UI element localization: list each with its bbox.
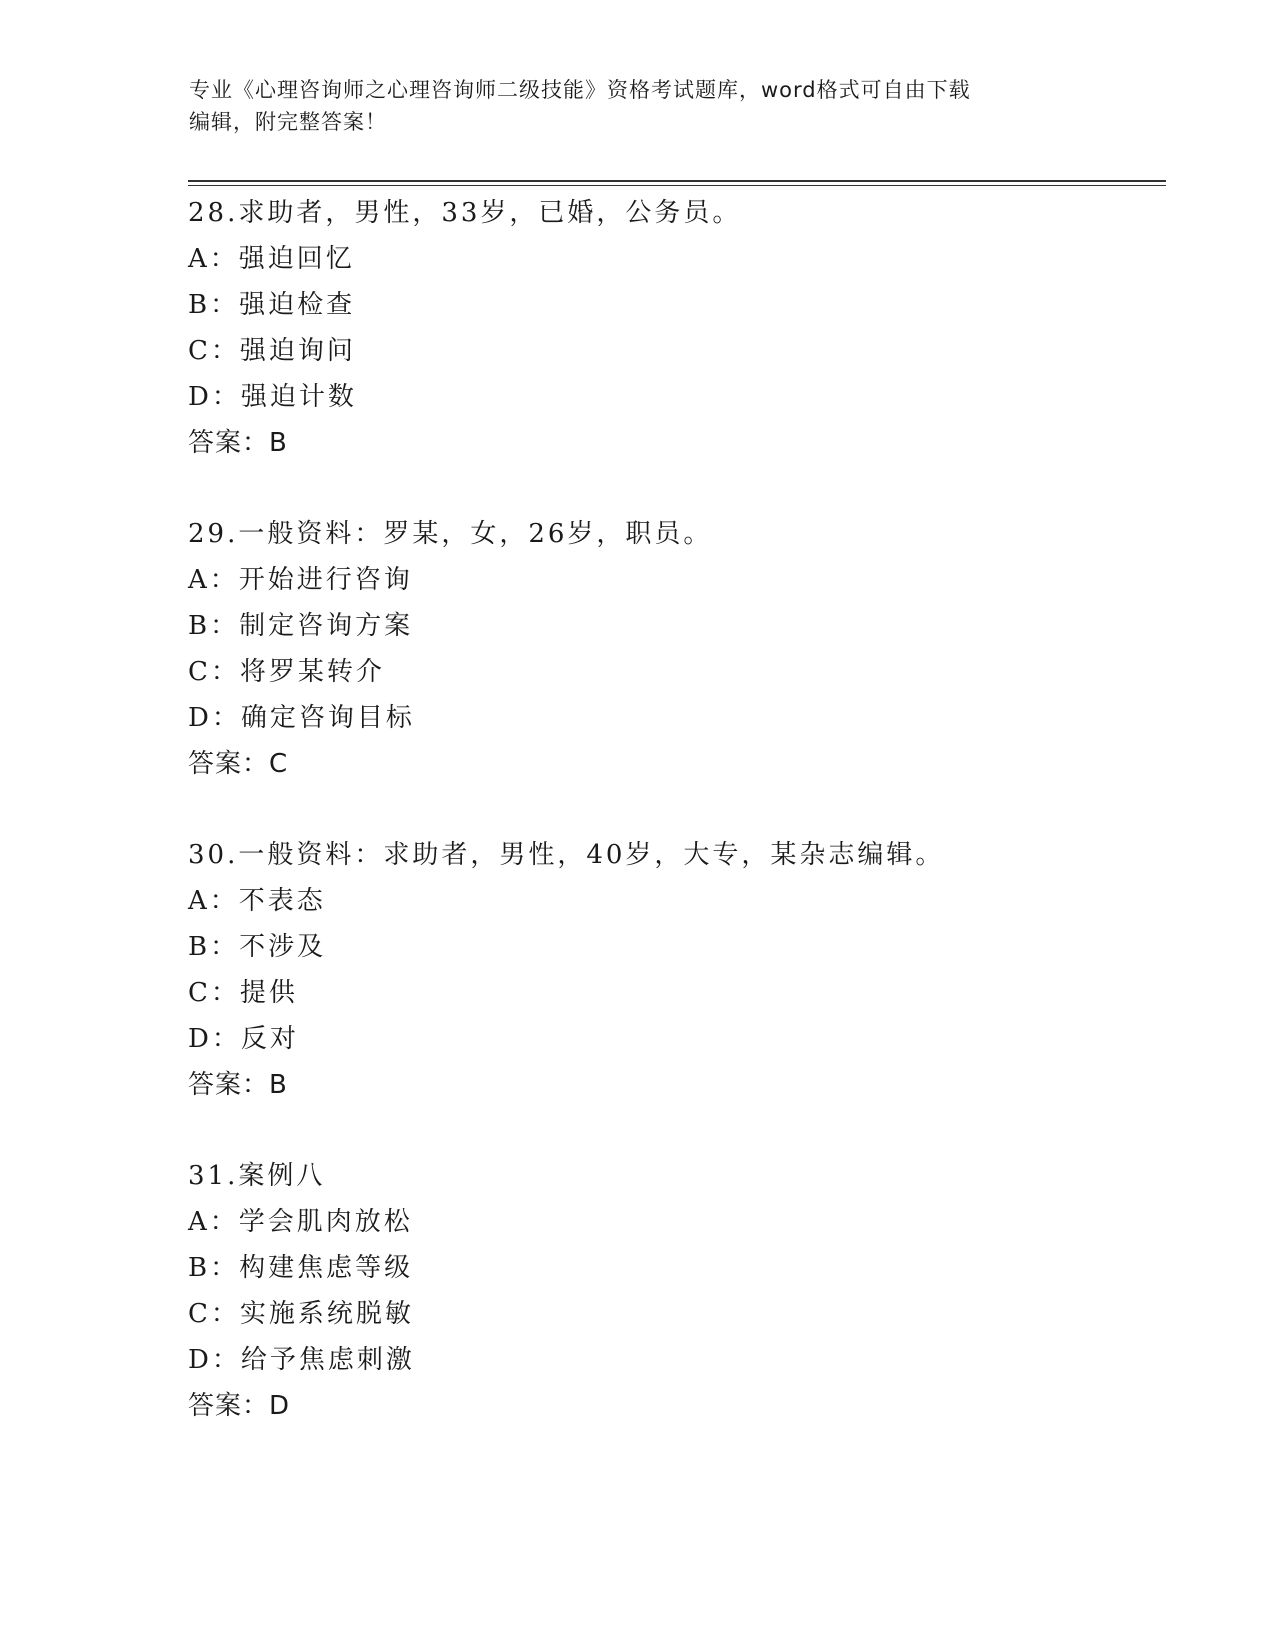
answer-label: 答案：B xyxy=(188,1070,288,1100)
header-divider-thin xyxy=(188,185,1166,186)
option-a: A：不表态 xyxy=(188,886,326,916)
option-d: D：反对 xyxy=(188,1024,299,1054)
question-stem: 31.案例八 xyxy=(188,1161,326,1191)
option-b: B：构建焦虑等级 xyxy=(188,1253,414,1283)
question-30 xyxy=(188,832,1168,1108)
option-a: A：学会肌肉放松 xyxy=(188,1207,413,1237)
question-28 xyxy=(188,190,1168,466)
question-stem: 28.求助者，男性，33岁，已婚，公务员。 xyxy=(188,198,742,228)
question-list xyxy=(188,190,1168,1474)
option-b: B：制定咨询方案 xyxy=(188,611,414,641)
option-c: C：强迫询问 xyxy=(188,336,356,366)
question-stem: 29.一般资料：罗某，女，26岁，职员。 xyxy=(188,519,713,549)
answer-label: 答案：C xyxy=(188,749,289,779)
question-stem: 30.一般资料：求助者，男性，40岁，大专，某杂志编辑。 xyxy=(188,840,945,870)
header-line-1: 专业《心理咨询师之心理咨询师二级技能》资格考试题库，word格式可自由下载 xyxy=(189,78,971,102)
answer-label: 答案：D xyxy=(188,1391,291,1421)
option-d: D：强迫计数 xyxy=(188,382,357,412)
option-b: B：强迫检查 xyxy=(188,290,356,320)
document-header xyxy=(189,74,1089,138)
option-a: A：强迫回忆 xyxy=(188,244,355,274)
question-31 xyxy=(188,1153,1168,1429)
header-divider-thick xyxy=(188,180,1166,182)
option-c: C：实施系统脱敏 xyxy=(188,1299,414,1329)
header-line-2: 编辑，附完整答案！ xyxy=(189,110,387,134)
answer-label: 答案：B xyxy=(188,428,288,458)
option-b: B：不涉及 xyxy=(188,932,327,962)
option-c: C：将罗某转介 xyxy=(188,657,385,687)
option-a: A：开始进行咨询 xyxy=(188,565,413,595)
option-d: D：给予焦虑刺激 xyxy=(188,1345,415,1375)
option-c: C：提供 xyxy=(188,978,298,1008)
option-d: D：确定咨询目标 xyxy=(188,703,415,733)
question-29 xyxy=(188,511,1168,787)
